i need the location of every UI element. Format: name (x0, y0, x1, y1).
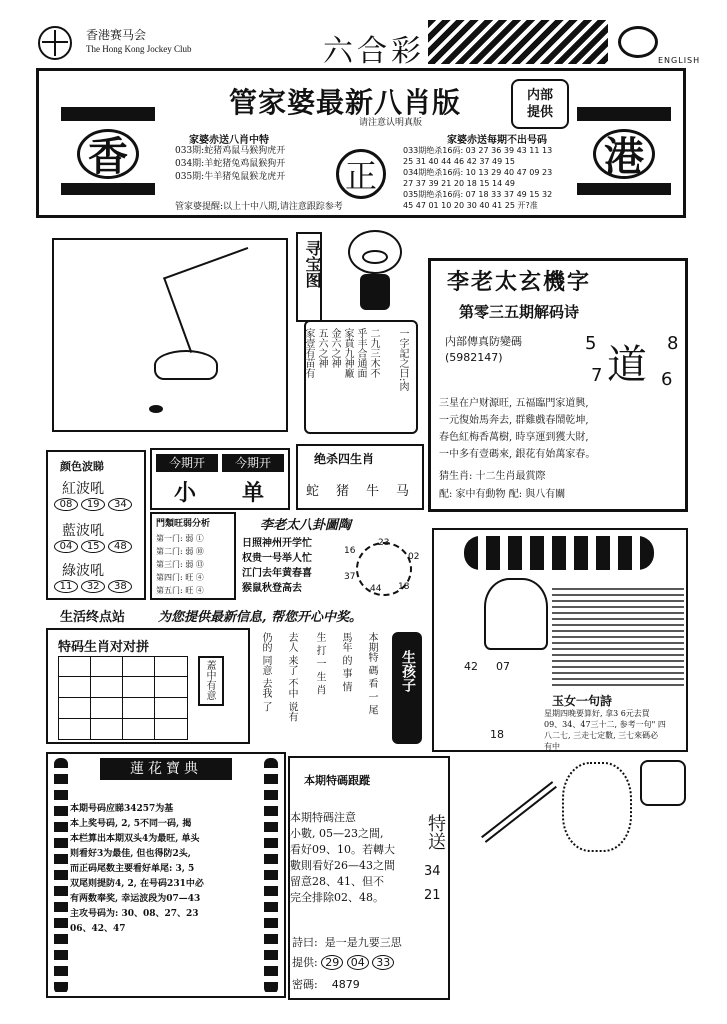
bagua-num: 37 (344, 572, 356, 582)
door-name: 第五门: (156, 586, 183, 595)
girl-num: 18 (490, 728, 504, 741)
master-pair: 配: 家中有動物 配: 與八有關 (439, 489, 566, 500)
master-poem-line: 三星在户财源旺, 五福臨門家道興, (439, 398, 589, 409)
zodiac-item: 蛇 (306, 484, 320, 499)
zodiac-item: 牛 (366, 484, 380, 499)
master-num: 5 (585, 333, 597, 354)
door-name: 第一门: (156, 534, 183, 543)
door-name: 第二门: (156, 547, 183, 556)
zodiac-item: 马 (396, 484, 410, 499)
scroll-line: 二九三木不 (368, 328, 379, 378)
track-line: 小數, 05—23之間, (290, 827, 384, 840)
jockey-club-logo-icon (38, 26, 72, 60)
right-char: 港 (593, 129, 655, 179)
master-phone: (5982147) (445, 351, 503, 364)
scroll-line: 家賁九神廠 (342, 328, 353, 378)
dragon-drawing-icon (562, 762, 632, 852)
door-val: 弱 (185, 534, 194, 543)
lottery-title: 六合彩 (323, 34, 425, 69)
bagua-line: 权贵一号举人忙 (242, 553, 312, 564)
zodiac-grid-section (46, 628, 250, 744)
track-poem: 是一是九要三思 (324, 936, 402, 949)
zodiac-item: 猪 (336, 484, 350, 499)
reminder: 管家婆提醒:以上十中八期,请注意跟踪参考 (175, 202, 343, 212)
branch-drawing (163, 247, 275, 353)
door-row (156, 584, 204, 597)
lotus-section (46, 752, 286, 998)
right-emblem (569, 85, 679, 203)
master-title: 李老太玄機字 (447, 269, 592, 295)
track-line: 數則看好26—43之間 (290, 859, 395, 872)
girl-text-line: 09、34、47三十二, 参考一句" 四 (544, 720, 666, 729)
life-banner-title: 生活终点站 (60, 610, 126, 625)
grid-cells (58, 656, 188, 740)
track-line: 本期特碼注意 (290, 811, 356, 824)
scroll (304, 320, 418, 434)
girl-text-line: 星期四晚要算好, 拿3 6元去買 (544, 709, 650, 718)
track-code: 4879 (331, 978, 360, 991)
right-line: 45 47 01 10 20 30 40 41 25 开?准 (403, 201, 538, 210)
rings-logo-icon (618, 26, 658, 58)
track-side-num: 21 (424, 888, 441, 903)
master-num: 8 (667, 333, 679, 354)
door-row (156, 532, 204, 545)
inner-badge-text: 内部提供 (526, 88, 553, 120)
track-section (288, 756, 450, 1000)
period-label-2: 今期开 (222, 454, 284, 472)
door-mark: ④ (195, 586, 204, 595)
left-line: 035期:牛羊猪兔鼠猴龙虎开 (175, 172, 286, 182)
wave-num: 34 (108, 498, 132, 511)
scroll-poem (302, 328, 380, 428)
period-value-1: 小 (174, 480, 197, 506)
bagua-poem (242, 536, 312, 596)
right-lines (403, 145, 573, 211)
wave-num: 15 (81, 540, 105, 553)
left-lines (175, 145, 345, 184)
girl-num: 42 (464, 660, 478, 673)
lotus-title: 蓮花寶典 (100, 758, 232, 780)
four-zodiac-title: 绝杀四生肖 (314, 452, 375, 466)
door-mark: ① (195, 534, 204, 543)
lotus-text (70, 802, 266, 937)
riddle-col: 本期特 碼 看 一 尾 (366, 632, 377, 715)
girl-text (544, 708, 686, 752)
door-val: 旺 (185, 586, 194, 595)
track-side: 特送 (425, 814, 446, 850)
track-code-row (292, 976, 360, 992)
grid-side-box (198, 656, 224, 706)
door-val: 弱 (185, 560, 194, 569)
master-num: 7 (591, 365, 603, 386)
master-poem-line: 一元復始馬奔去, 群雞戲春鬧乾坤, (439, 415, 589, 426)
scroll-line: 五六之神 (316, 328, 327, 368)
period-value-2: 单 (242, 480, 265, 506)
hand-drawing-icon (640, 760, 686, 806)
blue-wave-nums (54, 540, 132, 553)
right-line: 034期绝杀16码: 10 13 29 40 47 09 23 (403, 168, 553, 177)
door-name: 第四门: (156, 573, 183, 582)
riddle-col: 馬年 的 事 情 (340, 632, 351, 692)
wave-num: 11 (54, 580, 78, 593)
portrait-image (484, 578, 548, 650)
riddle-col: 去人 来了 不中 说有 (286, 632, 297, 722)
header (28, 18, 700, 68)
bagua-line: 日照神州开学忙 (242, 538, 312, 549)
grid-title: 特码生肖对对拼 (58, 640, 150, 655)
coin-column-left-icon (54, 758, 68, 994)
master-big-char: 道 (607, 342, 647, 388)
life-banner (46, 604, 426, 626)
lotus-line: 本期号码应睇34257为基 (70, 804, 174, 814)
left-heading: 家婆赤送八肖中特 (189, 135, 269, 146)
lotus-line: 主攻号码为: 30、08、27、23 (70, 909, 199, 919)
girl-title: 玉女一句詩 (552, 694, 613, 708)
door-name: 第三门: (156, 560, 183, 569)
master-guess: 猜生肖: 十二生肖最賞際 (439, 471, 546, 482)
track-title: 本期特碼跟蹤 (304, 774, 370, 787)
girl-side-text (552, 586, 684, 686)
blue-wave-label: 藍波吼 (62, 523, 104, 539)
master-contact: 内部傳真防變碼 (445, 335, 522, 348)
scroll-line: 家壹有苗有 (303, 328, 314, 378)
track-side-num: 34 (424, 864, 441, 879)
door-mark: ⑬ (195, 560, 204, 569)
master-num: 6 (661, 369, 673, 390)
green-wave-label: 綠波吼 (62, 563, 104, 579)
lotus-line: 本上奖号码, 2, 5不同一码, 揭 (70, 819, 192, 829)
bagua-line: 猴鼠秋登高去 (242, 583, 302, 594)
track-line: 看好09、10。若轉大 (290, 843, 395, 856)
wave-title: 颜色波睇 (60, 460, 104, 473)
red-wave-label: 紅波吼 (62, 481, 104, 497)
master-poem (439, 395, 683, 463)
green-wave-nums (54, 580, 132, 593)
master-poem-line: 一中多有壹碼來, 銀花有始萬家春。 (439, 449, 596, 460)
track-provide-label: 提供: (292, 956, 318, 969)
door-row (156, 558, 204, 571)
track-provide-row (292, 954, 394, 970)
right-line: 27 37 39 21 20 18 15 14 49 (403, 179, 515, 188)
track-poem-row (292, 934, 402, 950)
door-row (156, 571, 204, 584)
insect-drawing (149, 405, 163, 413)
provide-num: 29 (321, 955, 343, 970)
door-rows (156, 532, 204, 597)
door-title: 門類旺弱分析 (156, 519, 211, 529)
door-val: 旺 (185, 573, 194, 582)
door-row (156, 545, 204, 558)
wave-num: 04 (54, 540, 78, 553)
provide-num: 33 (372, 955, 394, 970)
turtle-drawing (154, 350, 218, 380)
red-wave-nums (54, 498, 132, 511)
bagua-title: 李老太八卦圖陶 (260, 518, 352, 533)
header-art (428, 20, 608, 64)
track-line: 留意28、41、但不 (290, 875, 384, 888)
girl-text-line: 八二七, 三走七定數, 三七來碼必 (544, 731, 659, 740)
pig-cartoon (340, 230, 410, 316)
lotus-line: 本栏算出本期双头4为最旺, 单头 (70, 834, 200, 844)
banner-subtitle: 请注意认明真版 (359, 118, 423, 128)
track-code-label: 密碼: (292, 978, 318, 991)
rings-decoration-icon (464, 536, 654, 570)
boy-label: 生孩子 (400, 650, 416, 692)
center-char: 正 (336, 149, 386, 199)
inner-badge (511, 79, 569, 129)
left-line: 034期:羊蛇猪兔鸡鼠猴狗开 (175, 159, 286, 169)
bagua-num: 02 (408, 552, 420, 562)
english-link[interactable]: ENGLISH (658, 56, 701, 65)
master-code-section (428, 258, 688, 512)
master-poem-line: 春色紅梅香萬樹, 時享運到獲大財, (439, 432, 589, 443)
four-zodiac-section (296, 444, 424, 510)
bagua-line: 江门去年黄春喜 (242, 568, 312, 579)
riddle-col: 仍的 同意 去我 了 (260, 632, 271, 712)
lotus-line: 06、42、47 (70, 924, 126, 934)
left-char: 香 (77, 129, 139, 179)
door-mark: ⑩ (195, 547, 204, 556)
this-period-section (150, 448, 290, 510)
period-label-1: 今期开 (156, 454, 218, 472)
girl-text-line: 有中 (544, 742, 560, 751)
bagua-num: 18 (398, 582, 410, 592)
track-lines (290, 810, 414, 906)
boy-box (392, 632, 422, 744)
master-subtitle: 第零三五期解码诗 (459, 303, 580, 321)
right-line: 035期绝杀16码: 07 18 33 37 49 15 32 (403, 190, 553, 199)
track-line: 完全排除02、48。 (290, 891, 384, 904)
banner-title: 管家婆最新八肖版 (229, 86, 462, 119)
riddle-col: 生 打 一 生 肖 (314, 632, 325, 695)
lotus-line: 则看好3为最佳, 但也得防2头, (70, 849, 191, 859)
ladder-drawing-icon (481, 781, 557, 843)
girl-num: 07 (496, 660, 510, 673)
wave-num: 08 (54, 498, 78, 511)
bagua-num: 23 (378, 538, 390, 548)
provide-num: 04 (347, 955, 369, 970)
bottom-right-drawing (462, 752, 690, 892)
wave-section (46, 450, 146, 600)
scroll-line: 乎丰合通面 (355, 328, 366, 378)
door-val: 弱 (185, 547, 194, 556)
banner-section (36, 68, 686, 218)
org-name-cn: 香港赛马会 (86, 28, 147, 42)
wave-num: 38 (108, 580, 132, 593)
right-line: 033期绝杀16码: 03 27 36 39 43 11 13 (403, 146, 553, 155)
right-heading: 家婆赤送每期不出号码 (447, 135, 547, 146)
left-line: 033期:蛇猪鸡鼠马猴狗虎开 (175, 146, 286, 156)
riddle-section (254, 628, 388, 744)
treasure-picture (52, 238, 288, 432)
org-name-en: The Hong Kong Jockey Club (86, 44, 192, 54)
treasure-label (296, 232, 322, 322)
lotus-line: 双尾则提防4, 2, 在号码231中必 (70, 879, 204, 889)
left-emblem (53, 85, 163, 203)
life-slogan: 为您提供最新信息, 帮您开心中奖。 (158, 610, 363, 625)
right-line: 25 31 40 44 46 42 37 49 15 (403, 157, 515, 166)
bagua-section (240, 512, 426, 602)
track-poem-label: 詩曰: (292, 936, 318, 949)
grid-side-text: 蓋中有意 (204, 660, 215, 700)
door-mark: ④ (195, 573, 204, 582)
coin-column-right-icon (264, 758, 278, 994)
bagua-num: 44 (370, 584, 382, 594)
bagua-num: 16 (344, 546, 356, 556)
wave-num: 32 (81, 580, 105, 593)
girl-section (432, 528, 688, 752)
treasure-label-text: 寻宝图 (303, 240, 322, 288)
scroll-line: 金六之神 (329, 328, 340, 368)
door-section (150, 512, 236, 600)
scroll-title: 一字記之曰:肉 (397, 328, 408, 392)
wave-num: 19 (81, 498, 105, 511)
wave-num: 48 (108, 540, 132, 553)
lotus-line: 而正码尾数主要看好单尾: 3, 5 (70, 864, 195, 874)
lotus-line: 有两数奉奖, 幸运波段为07—43 (70, 894, 201, 904)
